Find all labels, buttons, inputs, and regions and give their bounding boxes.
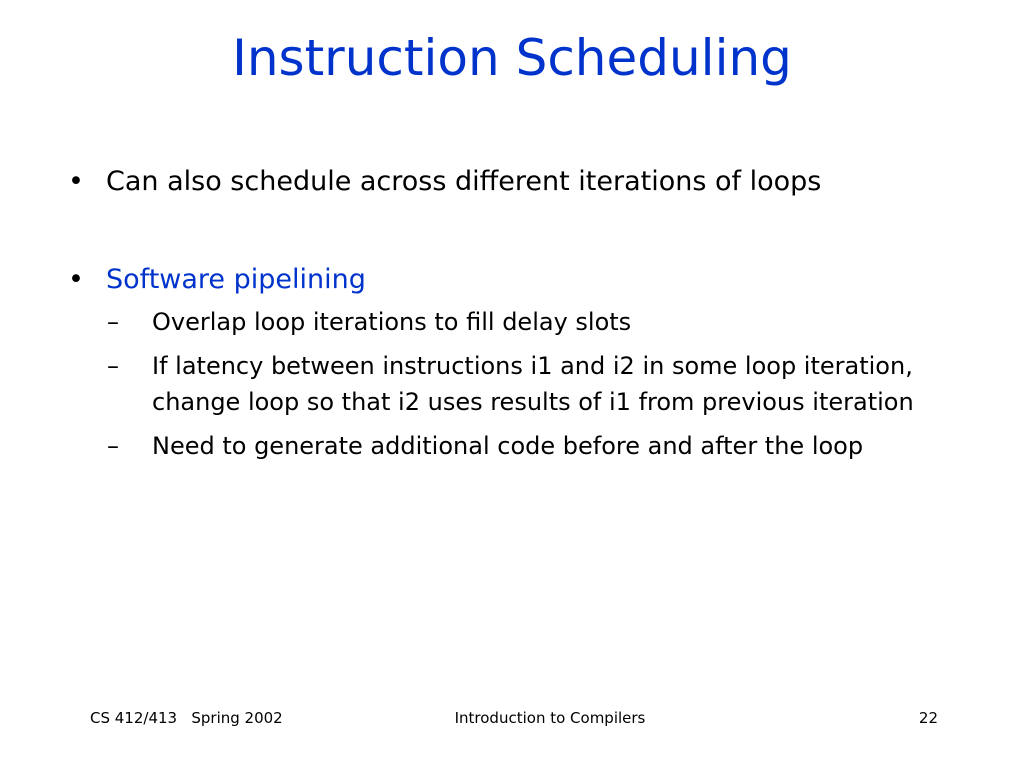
sub-bullet-item bbox=[107, 428, 962, 464]
page-number: 22 bbox=[918, 709, 938, 727]
bullet-item bbox=[68, 162, 988, 202]
sub-bullet-text: If latency between instructions i1 and i2 in some loop iteration, change loop so that i2 uses results of i1 from previous iteration bbox=[152, 352, 914, 416]
sub-bullet-text: Overlap loop iterations to fill delay slots bbox=[152, 308, 632, 336]
bullet-item bbox=[68, 260, 988, 464]
sub-bullet-item bbox=[107, 348, 962, 420]
bullet-text: Can also schedule across different iterations of loops bbox=[106, 166, 822, 197]
sub-bullet-marker: – bbox=[107, 352, 119, 380]
bullet-marker: • bbox=[68, 264, 84, 295]
sub-bullet-marker: – bbox=[107, 308, 119, 336]
footer-center-label: Introduction to Compilers bbox=[454, 709, 646, 727]
sub-bullet-marker: – bbox=[107, 432, 119, 460]
slide-title: Instruction Scheduling bbox=[232, 29, 792, 87]
sub-bullet-text: Need to generate additional code before and after the loop bbox=[152, 432, 864, 460]
footer-course-label: CS 412/413 Spring 2002 bbox=[90, 709, 283, 727]
bullet-text: Software pipelining bbox=[106, 264, 366, 295]
bullet-list bbox=[68, 162, 988, 472]
sub-bullet-item bbox=[107, 304, 962, 340]
sub-bullet-list bbox=[106, 304, 988, 464]
bullet-marker: • bbox=[68, 166, 84, 197]
slide-footer bbox=[0, 706, 1024, 730]
